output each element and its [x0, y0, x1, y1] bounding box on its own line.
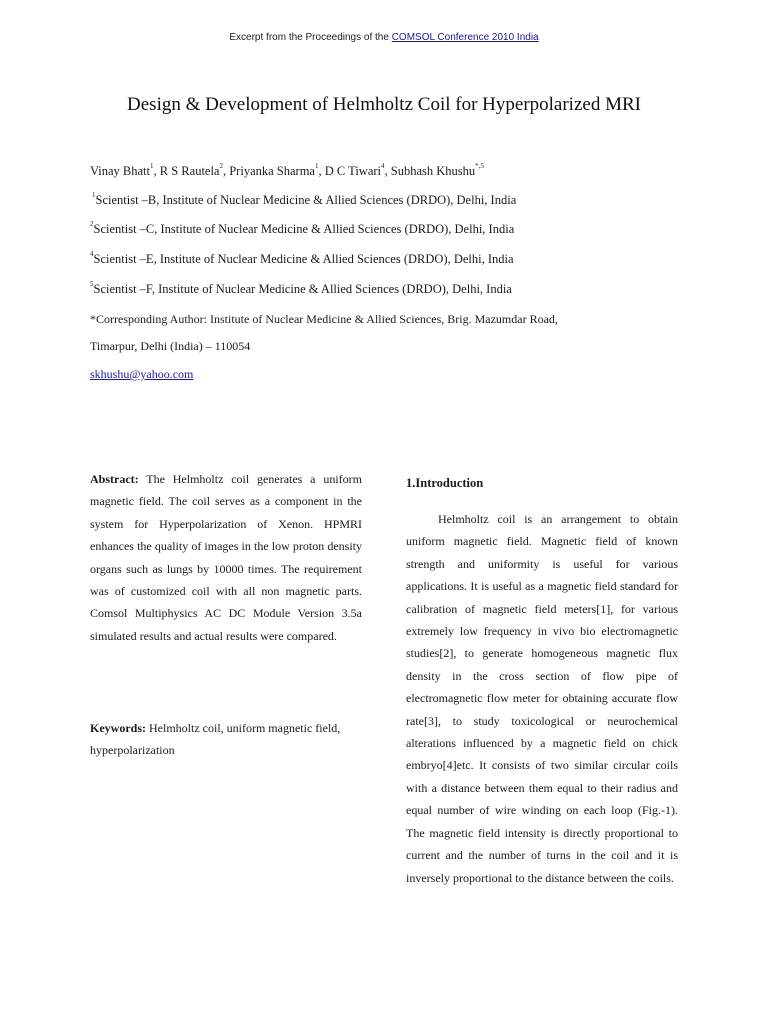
corresponding-email-link[interactable]: skhushu@yahoo.com — [90, 367, 194, 381]
affiliation-mark: 2 — [90, 220, 94, 228]
author-affiliation-mark: 1 — [314, 162, 319, 170]
abstract-paragraph — [90, 468, 362, 647]
paper-title: Design & Development of Helmholtz Coil for Hyperpolarized MRI — [127, 94, 641, 115]
affiliation-line — [90, 282, 512, 297]
abstract-text: The Helmholtz coil generates a uniform magnetic field. The coil serves as a component in the system for Hyperpolarization of Xenon. HPMRI enhances the quality of images in the low proton density organs such as lungs by 10000 times. The requirement was of customized coil with all non magnetic parts. Comsol Multiphysics AC DC Module Version 3.5a simulated results and actual results were compared. — [90, 472, 362, 643]
introduction-section — [406, 508, 678, 889]
affiliation-line — [90, 222, 514, 237]
introduction-paragraph: Helmholtz coil is an arrangement to obtain uniform magnetic field. Magnetic field of known strength and uniformity is useful for various applications. It is useful as a magnetic field standard for calibration of magnetic field meters[1], for various extremely low frequency in vivo bio electromagnetic studies[2], to generate homogeneous magnetic flux density in the cross section of flow pipe of electromagnetic flow meter for obtaining accurate flow rate[3], to study toxicological or neurochemical alterations influenced by a magnetic field on chick embryo[4]etc. It consists of two similar circular coils with a distance between them equal to their radius and equal number of wire winding on each loop (Fig.-1). The magnetic field intensity is directly proportional to current and the number of turns in the coil and it is inversely proportional to the distance between the coils. — [406, 512, 678, 885]
affiliation-line — [92, 193, 516, 208]
affiliation-line — [90, 252, 514, 267]
author-affiliation-mark: *,5 — [475, 162, 484, 170]
introduction-heading: 1.Introduction — [406, 476, 484, 490]
corresponding-author-line: *Corresponding Author: Institute of Nuclear Medicine & Allied Sciences, Brig. Mazumdar Road, — [90, 312, 558, 326]
keywords-text: Helmholtz coil, uniform magnetic field, hyperpolarization — [90, 721, 341, 758]
keywords-section — [90, 717, 362, 762]
author-name: , D C Tiwari — [318, 164, 382, 178]
affiliation-text: Scientist –E, Institute of Nuclear Medicine & Allied Sciences (DRDO), Delhi, India — [93, 252, 514, 266]
keywords-paragraph — [90, 717, 362, 762]
affiliation-text: Scientist –B, Institute of Nuclear Medicine & Allied Sciences (DRDO), Delhi, India — [95, 193, 517, 207]
conference-link[interactable]: COMSOL Conference 2010 India — [391, 32, 539, 43]
affiliation-mark: 4 — [90, 250, 94, 258]
author-name: , Subhash Khushu — [384, 164, 476, 178]
affiliation-mark: 5 — [90, 280, 94, 288]
header-prefix: Excerpt from the Proceedings of the — [229, 32, 392, 43]
corresponding-address-line: Timarpur, Delhi (India) – 110054 — [90, 339, 251, 353]
affiliation-text: Scientist –C, Institute of Nuclear Medicine & Allied Sciences (DRDO), Delhi, India — [93, 222, 515, 236]
author-name: Vinay Bhatt — [90, 164, 151, 178]
conference-header — [0, 32, 768, 43]
affiliation-text: Scientist –F, Institute of Nuclear Medicine & Allied Sciences (DRDO), Delhi, India — [93, 282, 512, 296]
affiliation-mark: 1 — [92, 191, 96, 199]
author-affiliation-mark: 4 — [381, 162, 385, 170]
abstract-label: Abstract: — [90, 472, 139, 486]
author-name: , Priyanka Sharma — [222, 164, 315, 178]
author-affiliation-mark: 2 — [219, 162, 223, 170]
author-list — [90, 164, 484, 179]
author-name: , R S Rautela — [153, 164, 220, 178]
keywords-label: Keywords: — [90, 721, 146, 735]
author-affiliation-mark: 1 — [150, 162, 154, 170]
abstract-section — [90, 468, 362, 647]
